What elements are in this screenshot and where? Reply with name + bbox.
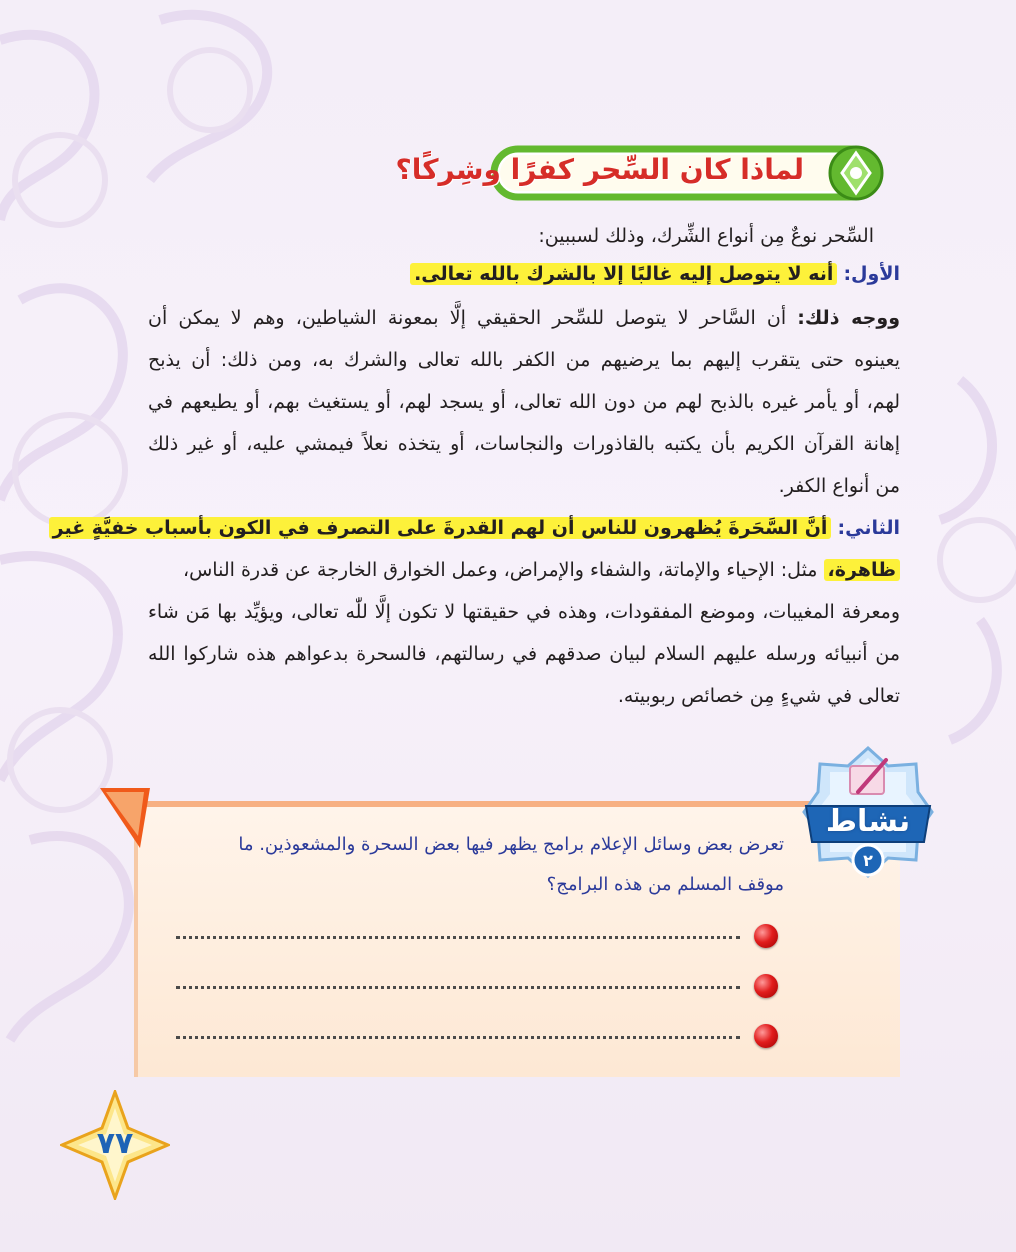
reason-1 (148, 254, 900, 294)
answer-line[interactable] (176, 922, 784, 952)
reason-2-line-4: من أنبيائه ورسله عليهم السلام لبيان صدقهم في رسالتهم، فالسحرة بدعواهم هذه شاركوا الله (148, 643, 900, 665)
answer-dots (176, 936, 740, 939)
activity-tab (100, 788, 160, 848)
intro-line: السِّحر نوعٌ مِن أنواع الشِّرك، وذلك لسببين: (538, 225, 874, 247)
bullet-icon (754, 924, 778, 948)
reason-1-highlight: أنه لا يتوصل إليه غالبًا إلا بالشرك بالله تعالى. (410, 263, 837, 285)
quill-icon (850, 760, 886, 794)
reason-2-highlight-1: أنَّ السَّحَرةَ يُظهرون للناس أن لهم القدرةَ على التصرف في الكون بأسباب خفيَّةٍ غير (49, 517, 832, 539)
activity-badge (798, 742, 938, 882)
answer-line[interactable] (176, 1022, 784, 1052)
explanation-line-3: لهم، أو يأمر غيره بالذبح لهم من دون الله تعالى، أو يسجد لهم، أو يستغيث بهم، أو يطيعهم في (148, 391, 900, 413)
explanation-line-4: إهانة القرآن الكريم بأن يكتبه بالقاذورات والنجاسات، أو يتخذه نعلاً فيمشي عليه، أو غير ذلك (148, 433, 900, 455)
reason-2-line-5: تعالى في شيءٍ مِن خصائص ربوبيته. (617, 685, 900, 707)
reason-2-label: الثاني: (837, 517, 900, 539)
reason-2-rest: مثل: الإحياء والإماتة، والشفاء والإمراض، وعمل الخوارق الخارجة عن قدرة الناس، (182, 559, 818, 581)
answer-line[interactable] (176, 972, 784, 1002)
bullet-icon (754, 1024, 778, 1048)
explanation-line-2: يعينوه حتى يتقرب إليهم بما يرضيهم من الكفر بالله تعالى والشرك به، ومن ذلك: أن يذبح (148, 349, 900, 371)
reason-1-label: الأول: (843, 263, 900, 285)
activity-question-1: تعرض بعض وسائل الإعلام برامج يظهر فيها بعض السحرة والمشعوذين. ما (238, 834, 784, 855)
page-number-ornament (60, 1090, 170, 1200)
activity-badge-number: ٢ (863, 851, 873, 870)
main-text (52, 216, 900, 716)
reason-2-line-2 (148, 550, 900, 590)
activity-badge-label: نشاط (825, 804, 911, 839)
reason-2-line-3: ومعرفة المغيبات، وموضع المفقودات، وهذه في حقيقتها لا تكون إلَّا للّٰه تعالى، ويؤيِّد بها مَن شاء (148, 601, 900, 623)
answer-dots (176, 986, 740, 989)
ornament-icon (830, 147, 882, 199)
bullet-icon (754, 974, 778, 998)
activity-question-2: موقف المسلم من هذه البرامج؟ (546, 874, 784, 895)
explanation-line-5: من أنواع الكفر. (778, 475, 900, 497)
page-title: لماذا كان السِّحر كفرًا وشِركًا؟ (395, 153, 804, 186)
explanation-label: ووجه ذلك: (797, 307, 900, 329)
reason-2-highlight-2: ظاهرة، (824, 559, 900, 581)
answer-dots (176, 1036, 740, 1039)
explanation-line-1 (148, 298, 900, 338)
reason-2 (52, 508, 900, 548)
title-banner (395, 143, 896, 203)
page-number: ٧٧ (96, 1126, 134, 1161)
explanation-text-1: أن السَّاحر لا يتوصل للسِّحر الحقيقي إلَّا بمعونة الشياطين، وهم لا يمكن أن (148, 307, 787, 329)
